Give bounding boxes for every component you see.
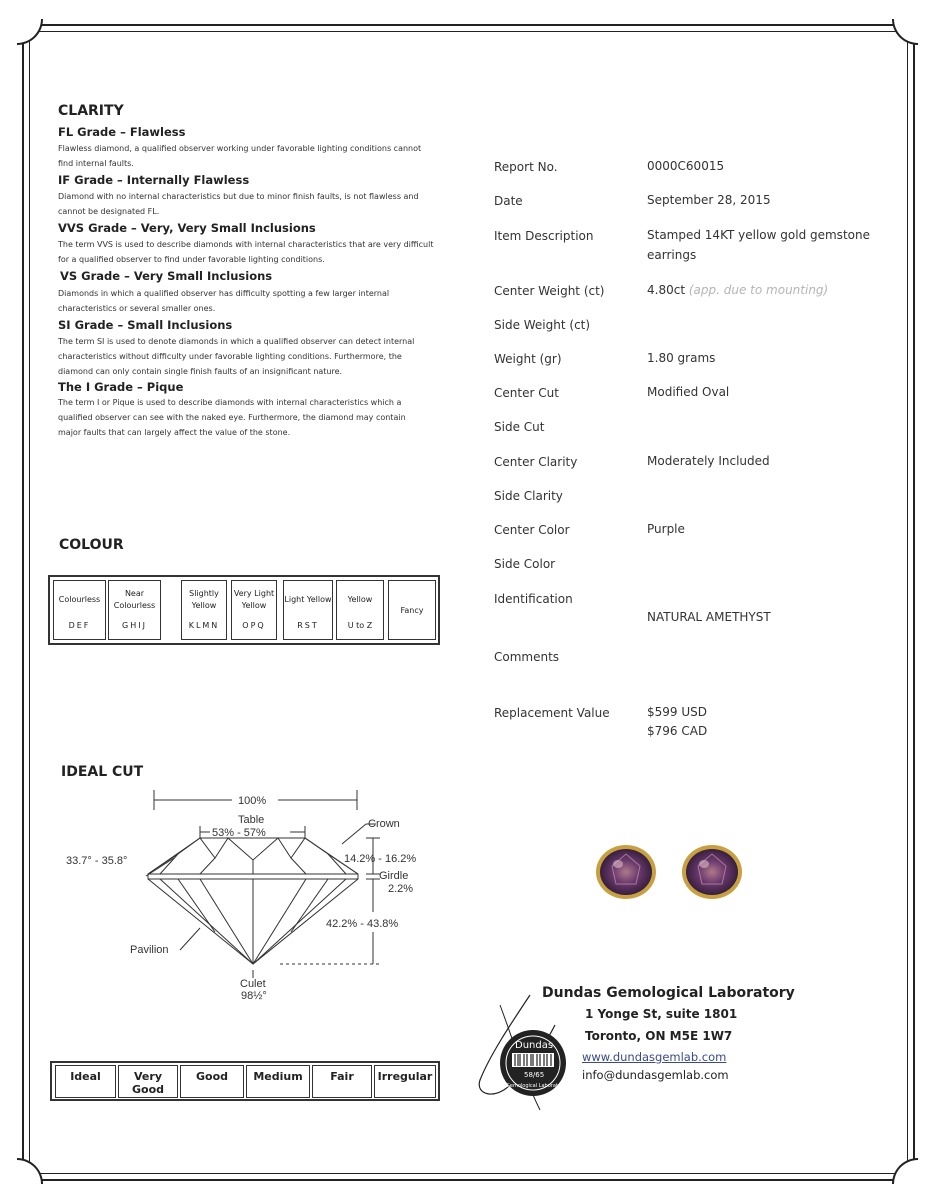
ideal-cut-heading: IDEAL CUT [61,764,144,780]
earrings-photo [590,832,760,912]
colour-cell-code: RST [297,621,319,630]
colour-cell-label: Colourless [58,595,101,604]
width-label: 100% [238,795,267,807]
report-no-label: Report No. [494,160,558,174]
center-weight-amount: 4.80ct [647,283,686,297]
girdle-pct: 2.2% [388,883,414,895]
comments-label: Comments [494,650,560,664]
seal-text: Dundas [515,1040,554,1051]
colour-cell-code: KLMN [188,621,220,630]
table-label: Table [238,814,265,826]
identification-value: NATURAL AMETHYST [647,610,771,624]
replacement-usd: $599 USD [647,705,707,719]
identification-label: Identification [494,592,573,606]
grade-title-vs: VS Grade – Very Small Inclusions [60,269,273,283]
grade-title-vvs: VVS Grade – Very, Very Small Inclusions [58,221,316,235]
side-clarity-label: Side Clarity [494,489,563,503]
item-description-line2: earrings [647,248,697,262]
colour-cell-code: OPQ [242,621,266,630]
replacement-cad: $796 CAD [647,724,708,738]
culet-angle: 98½° [241,990,267,1002]
colour-cell-code: U to Z [347,621,373,630]
item-description-line1: Stamped 14KT yellow gold gemstone [647,228,870,242]
side-cut-label: Side Cut [494,420,545,434]
pavilion-depth: 42.2% - 43.8% [326,918,399,930]
grade-desc-vvs: The term VVS is used to describe diamonds with internal characteristics that are very difficult for a qualified observer to find under favorable lighting conditions. [58,240,434,264]
colour-scale-table [48,575,440,645]
lab-email[interactable]: info@dundasgemlab.com [582,1068,729,1082]
table-range: 53% - 57% [212,827,266,839]
colour-heading: COLOUR [59,537,124,553]
cut-grade-table [50,1061,440,1101]
grade-desc-i: The term I or Pique is used to describe diamonds with internal characteristics which a qualified observer can see with the naked eye. Furthermore, the diamond may contain major faults that can largely affect the value of the stone. [58,398,406,437]
cut-grade-cell: Very Good [118,1065,178,1098]
crown-angle: 33.7° - 35.8° [66,855,128,867]
center-weight-note: (app. due to mounting) [688,283,829,297]
center-cut-label: Center Cut [494,386,559,400]
weight-label: Weight (gr) [494,352,562,366]
grade-title-fl: FL Grade – Flawless [58,125,186,139]
seal-number: 58/65 [524,1071,545,1079]
colour-cell [283,580,333,640]
colour-cell-label: Yellow [347,595,373,604]
report-no-value: 0000C60015 [647,159,725,173]
center-cut-value: Modified Oval [647,385,730,399]
center-color-label: Center Color [494,523,570,537]
seal-ring-text: Gemological Laboratory [506,1083,566,1089]
center-weight-value [647,281,828,300]
date-value: September 28, 2015 [647,193,771,207]
cut-grade-cell: Irregular [374,1065,436,1098]
earring-right [682,845,742,899]
side-color-label: Side Color [494,557,556,571]
cut-grade-cell: Good [180,1065,244,1098]
grade-title-i: The I Grade – Pique [58,380,184,394]
grade-desc-si: The term SI is used to denote diamonds in which a qualified observer can detect internal characteristics without difficulty under favorable lighting conditions. Furthermore, the diamond can only contain single finish faults of an insignificant nature. [58,337,415,376]
lab-address-line1: 1 Yonge St, suite 1801 [585,1007,738,1021]
grade-desc-if: Diamond with no internal characteristics but due to minor finish faults, is not flawless and cannot be designated FL. [58,192,419,216]
lab-name: Dundas Gemological Laboratory [542,985,795,1001]
lab-seal [470,985,600,1115]
replacement-value-label: Replacement Value [494,706,610,720]
cut-grade-cell: Medium [246,1065,310,1098]
center-clarity-label: Center Clarity [494,455,578,469]
grade-title-si: SI Grade – Small Inclusions [58,318,233,332]
colour-cell-label: Slightly Yellow [189,589,219,610]
colour-cell [53,580,106,640]
colour-cell-label: Very Light Yellow [233,589,275,610]
colour-cell-label: Fancy [400,606,424,615]
center-color-value: Purple [647,522,685,536]
weight-value: 1.80 grams [647,351,716,365]
colour-cell-code: GHIJ [122,621,147,630]
culet-label: Culet [240,978,266,990]
earring-left [596,845,656,899]
clarity-heading: CLARITY [58,103,124,119]
grade-desc-vs: Diamonds in which a qualified observer has difficulty spotting a few larger internal characteristics or several smaller ones. [58,289,390,313]
grade-desc-fl: Flawless diamond, a qualified observer working under favorable lighting conditions cannot find internal faults. [58,144,422,168]
lab-website-link[interactable]: www.dundasgemlab.com [582,1050,727,1064]
date-label: Date [494,194,523,208]
pavilion-label: Pavilion [130,944,169,956]
colour-cell-code: DEF [68,621,91,630]
colour-cell-label: Light Yellow [284,595,332,604]
colour-cell-label: Near Colourless [113,589,156,610]
colour-cell [388,580,436,640]
crown-height: 14.2% - 16.2% [344,853,417,865]
girdle-label: Girdle [379,870,409,882]
center-weight-label: Center Weight (ct) [494,284,605,298]
crown-label: Crown [368,818,400,830]
cut-grade-cell: Ideal [55,1065,116,1098]
lab-address-line2: Toronto, ON M5E 1W7 [585,1029,733,1043]
colour-cell [336,580,384,640]
grade-title-if: IF Grade – Internally Flawless [58,173,250,187]
center-clarity-value: Moderately Included [647,454,770,468]
colour-cell [231,580,277,640]
item-description-label: Item Description [494,229,594,243]
colour-cell [181,580,227,640]
cut-grade-cell: Fair [312,1065,372,1098]
colour-cell [108,580,161,640]
side-weight-label: Side Weight (ct) [494,318,591,332]
diamond-cut-diagram [50,782,450,1007]
